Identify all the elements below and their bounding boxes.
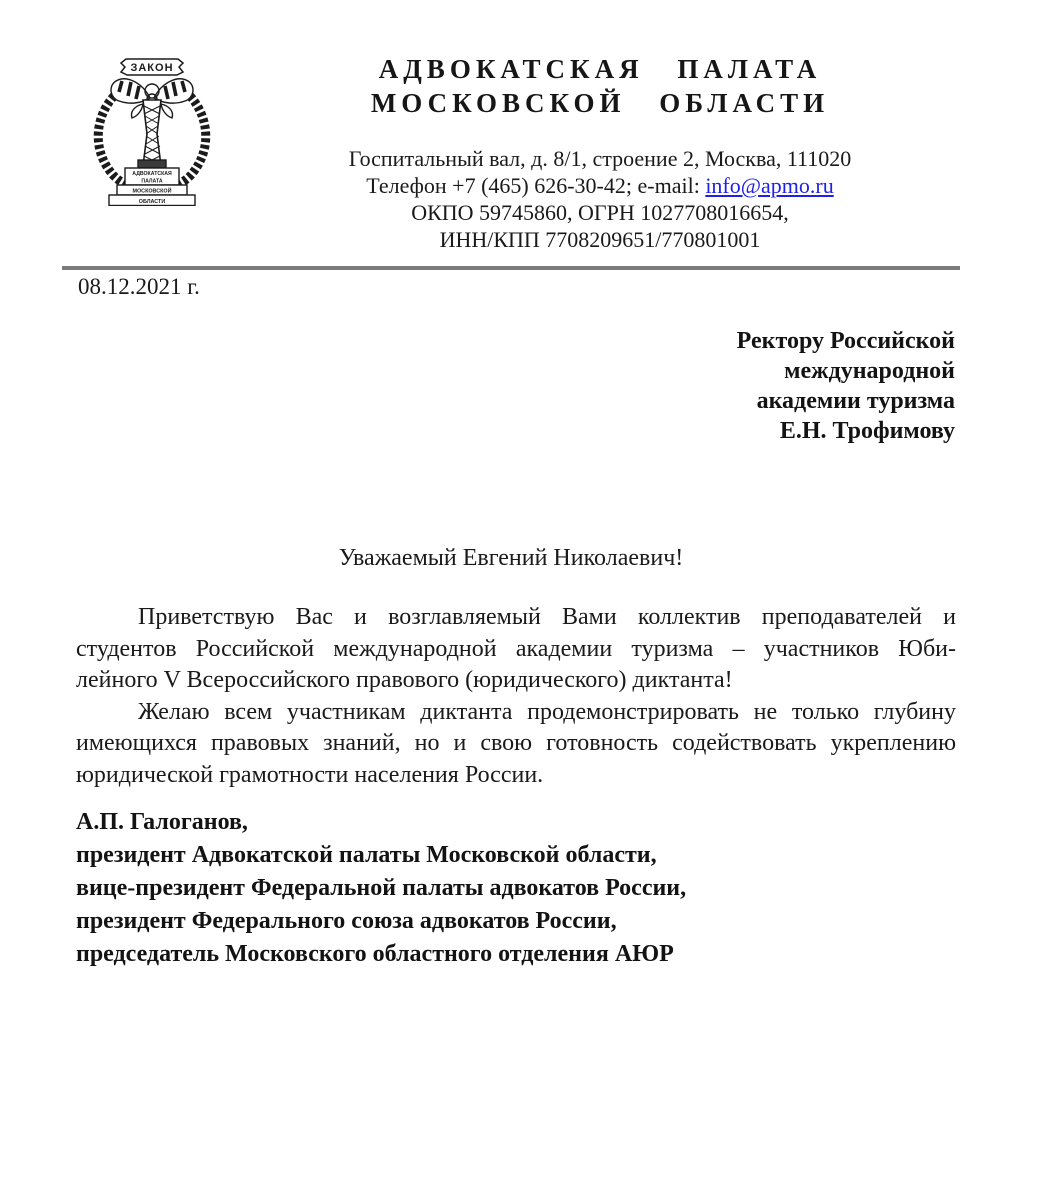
org-phone-email (255, 172, 945, 199)
org-address: Госпитальный вал, д. 8/1, строение 2, Москва, 111020 (348, 146, 852, 171)
signature-title: вице-президент Федеральной палаты адвокатов России, (76, 875, 687, 901)
salutation: Уважаемый Евгений Николаевич! (338, 545, 684, 571)
pedestal-text-1: АДВОКАТСКАЯ (132, 171, 172, 177)
pedestal-text-2: ПАЛАТА (141, 178, 163, 185)
header-divider (62, 266, 960, 270)
signature-block (76, 806, 686, 971)
org-contacts (255, 145, 945, 253)
pedestal-text-4: ОБЛАСТИ (138, 199, 166, 205)
signature-name: А.П. Галоганов, (76, 809, 248, 835)
column (131, 100, 172, 166)
org-inn-kpp: ИНН/КПП 7708209651/770801001 (439, 227, 761, 252)
letterhead (255, 52, 945, 253)
org-okpo-ogrn: ОКПО 59745860, ОГРН 1027708016654, (411, 200, 789, 225)
body-line: имеющихся правовых знаний, но и свою готовность содействовать укреплению (76, 730, 956, 756)
body-line: Желаю всем участникам диктанта продемонстрировать не только глубину (138, 698, 956, 725)
signature-title: председатель Московского областного отделения АЮР (76, 941, 674, 967)
recipient-line: международной (784, 358, 955, 384)
recipient-line: Ректору Российской (736, 328, 955, 354)
body-line: Приветствую Вас и возглавляемый Вами коллектив преподавателей и (138, 604, 956, 630)
org-name-line1: АДВОКАТСКАЯ ПАЛАТА (378, 54, 822, 84)
org-name-line2: МОСКОВСКОЙ ОБЛАСТИ (370, 88, 830, 118)
body-line: лейного V Всероссийского правового (юридического) диктанта! (76, 667, 733, 693)
letter-body (76, 602, 956, 791)
pedestal-text-3: МОСКОВСКОЙ (132, 188, 172, 195)
recipient-block (737, 326, 955, 446)
recipient-line: Е.Н. Трофимову (779, 418, 955, 444)
recipient-line: академии туризма (756, 388, 955, 414)
email-link[interactable]: info@apmo.ru (705, 173, 834, 198)
org-emblem (86, 54, 218, 206)
letter-date: 08.12.2021 г. (78, 274, 200, 299)
body-line: юридической грамотности населения России. (76, 761, 544, 788)
signature-title: президент Федерального союза адвокатов России, (76, 908, 617, 934)
body-line: студентов Российской международной академии туризма – участников Юби- (76, 635, 956, 662)
phone-text: Телефон +7 (465) 626-30-42; e-mail: (366, 173, 706, 198)
org-name (255, 52, 945, 120)
banner-text: ЗАКОН (130, 62, 174, 74)
org-emblem-graphic (86, 54, 218, 206)
signature-title: президент Адвокатской палаты Московской области, (76, 842, 657, 868)
